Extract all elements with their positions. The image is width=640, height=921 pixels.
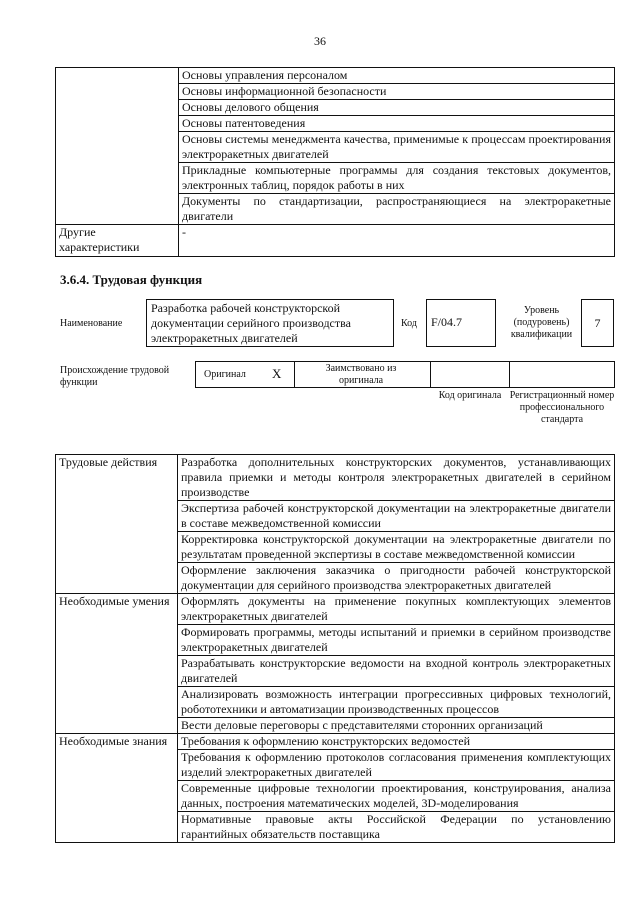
labor-action-item: Корректировка конструкторской документации на электроракетные двигатели по результатам проведенной экспертизы в составе межведомственной комиссии — [178, 532, 615, 563]
function-code-value: F/04.7 — [426, 299, 496, 347]
skill-item: Анализировать возможность интеграции прогрессивных цифровых технологий, робототехники и автоматизации производственных процессов — [178, 687, 615, 718]
knowledge-requirement-item: Современные цифровые технологии проектирования, конструирования, анализа данных, построения математических моделей, 3D-моделирования — [178, 781, 615, 812]
qualification-level-label: Уровень (подуровень) квалификации — [510, 305, 573, 340]
origin-original-cell — [195, 361, 295, 388]
labor-action-item: Экспертиза рабочей конструкторской документации на электроракетные двигатели в составе межведомственной комиссии — [178, 501, 615, 532]
empty-label-cell — [56, 68, 179, 225]
labor-action-item: Оформление заключения заказчика о пригодности рабочей конструкторской документации для серийного производства электроракетных двигателей — [178, 563, 615, 594]
skill-item: Разрабатывать конструкторские ведомости на входной контроль электроракетных двигателей — [178, 656, 615, 687]
function-name-value: Разработка рабочей конструкторской документации серийного производства электроракетных двигателей — [146, 299, 394, 347]
other-characteristics-label: Другие характеристики — [56, 225, 179, 257]
function-details-table — [55, 454, 615, 843]
knowledge-item: Основы управления персоналом — [179, 68, 615, 84]
name-label: Наименование — [60, 318, 123, 329]
origin-mark: X — [272, 366, 282, 381]
registration-number-cell — [509, 361, 615, 388]
labor-actions-label: Трудовые действия — [56, 455, 178, 594]
page-number: 36 — [314, 34, 326, 48]
code-original-cell — [430, 361, 510, 388]
knowledge-item: Основы системы менеджмента качества, применимые к процессам проектирования электроракетных двигателей — [179, 132, 615, 163]
skill-item: Оформлять документы на применение покупных комплектующих элементов электроракетных двигателей — [178, 594, 615, 625]
origin-label: Происхождение трудовой функции — [60, 365, 170, 388]
origin-borrowed-text: Заимствовано из оригинала — [325, 363, 397, 386]
registration-number-label: Регистрационный номер профессионального стандарта — [509, 390, 615, 425]
knowledge-item: Основы информационной безопасности — [179, 84, 615, 100]
origin-original-text: Оригинал — [204, 369, 246, 380]
knowledge-item: Документы по стандартизации, распространяющиеся на электроракетные двигатели — [179, 194, 615, 225]
skill-item: Вести деловые переговоры с представителями сторонних организаций — [178, 718, 615, 734]
qualification-level-value: 7 — [581, 299, 614, 347]
knowledge-requirement-item: Требования к оформлению протоколов согласования применения комплектующих изделий электроракетных двигателей — [178, 750, 615, 781]
skill-item: Формировать программы, методы испытаний и приемки в серийном производстве электроракетных двигателей — [178, 625, 615, 656]
labor-action-item: Разработка дополнительных конструкторских документов, устанавливающих правила приемки и методы контроля электроракетных двигателей в серийном производстве — [178, 455, 615, 501]
knowledge-label: Необходимые знания — [56, 734, 178, 843]
knowledge-table-continued — [55, 67, 615, 257]
knowledge-requirement-item: Требования к оформлению конструкторских ведомостей — [178, 734, 615, 750]
other-characteristics-value: - — [179, 225, 615, 257]
code-label: Код — [401, 318, 417, 329]
knowledge-item: Основы делового общения — [179, 100, 615, 116]
code-original-label: Код оригинала — [438, 390, 502, 401]
origin-borrowed-cell — [294, 361, 431, 388]
knowledge-item: Основы патентоведения — [179, 116, 615, 132]
knowledge-requirement-item: Нормативные правовые акты Российской Федерации по установлению гарантийных обязательств поставщика — [178, 812, 615, 843]
section-heading: 3.6.4. Трудовая функция — [60, 272, 203, 287]
skills-label: Необходимые умения — [56, 594, 178, 734]
knowledge-item: Прикладные компьютерные программы для создания текстовых документов, электронных таблиц, порядок работы в них — [179, 163, 615, 194]
